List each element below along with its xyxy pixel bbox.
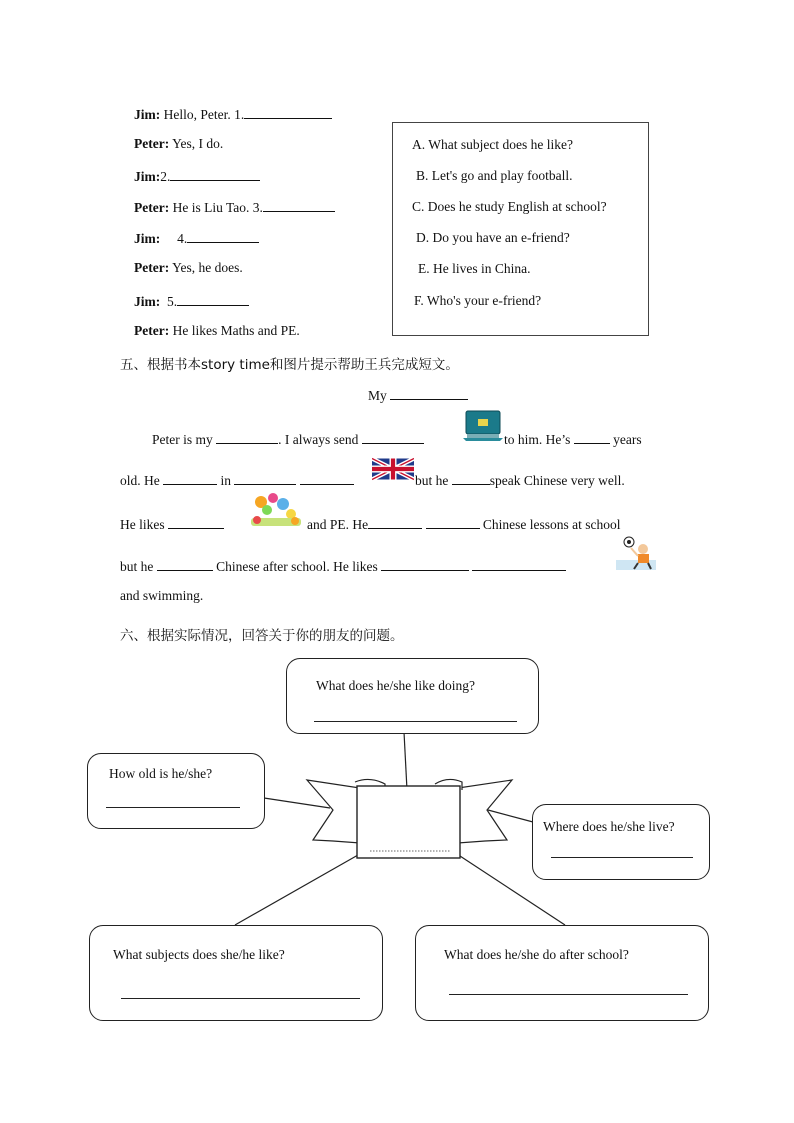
text: He likes <box>120 517 165 532</box>
text: speak Chinese very well. <box>489 473 625 488</box>
answer-line[interactable] <box>449 994 688 995</box>
text: Chinese after school. He likes <box>216 559 378 574</box>
passage-line-5: and swimming. <box>120 588 204 603</box>
answer-line[interactable] <box>106 807 240 808</box>
text: . I always send <box>278 432 359 447</box>
line-text: Yes, I do. <box>172 136 224 151</box>
text: but he <box>120 559 154 574</box>
section6-heading: 六、根据实际情况，回答关于你的朋友的问题。 <box>120 628 404 644</box>
question-box-left <box>87 753 265 829</box>
line-text: 2. <box>160 169 171 184</box>
speaker: Peter: <box>134 323 170 338</box>
speaker: Peter: <box>134 260 170 275</box>
text: old. He <box>120 473 160 488</box>
question-box-right <box>532 804 710 880</box>
option-f: F. Who's your e-friend? <box>414 293 542 308</box>
option-a: A. What subject does he like? <box>412 137 573 152</box>
question-box-top <box>286 658 539 734</box>
line-text: He is Liu Tao. 3. <box>172 200 263 215</box>
line-text: Hello, Peter. 1. <box>163 107 245 122</box>
speaker: Jim: <box>134 169 161 184</box>
question-box-bottom-left <box>89 925 383 1021</box>
text: and PE. He <box>307 517 369 532</box>
question-text: Where does he/she live? <box>543 819 675 834</box>
line-text: 4. <box>177 231 188 246</box>
text: but he <box>415 473 449 488</box>
speaker: Jim: <box>134 107 161 122</box>
speaker: Peter: <box>134 200 170 215</box>
option-b: B. Let's go and play football. <box>416 168 573 183</box>
option-d: D. Do you have an e-friend? <box>416 230 570 245</box>
question-box-bottom-right <box>415 925 709 1021</box>
option-e: E. He lives in China. <box>418 261 531 276</box>
speaker: Jim: <box>134 294 161 309</box>
answer-line[interactable] <box>551 857 693 858</box>
line-text: He likes Maths and PE. <box>172 323 300 338</box>
section5-heading: 五、根据书本story time和图片提示帮助王兵完成短文。 <box>120 357 459 373</box>
answer-line[interactable] <box>314 721 517 722</box>
title-text: My <box>368 388 387 403</box>
line-text: 5. <box>167 294 178 309</box>
answer-line[interactable] <box>121 998 360 999</box>
speaker: Jim: <box>134 231 161 246</box>
question-text: What does he/she do after school? <box>444 947 629 962</box>
speaker: Peter: <box>134 136 170 151</box>
question-text: How old is he/she? <box>109 766 213 781</box>
text: to him. He’s <box>504 432 571 447</box>
option-c: C. Does he study English at school? <box>412 199 607 214</box>
text: in <box>220 473 232 488</box>
text: Peter is my <box>152 432 213 447</box>
line-text: Yes, he does. <box>172 260 243 275</box>
text: Chinese lessons at school <box>482 517 621 532</box>
question-text: What does he/she like doing? <box>316 678 475 693</box>
question-text: What subjects does she/he like? <box>113 947 285 962</box>
text: years <box>613 432 642 447</box>
